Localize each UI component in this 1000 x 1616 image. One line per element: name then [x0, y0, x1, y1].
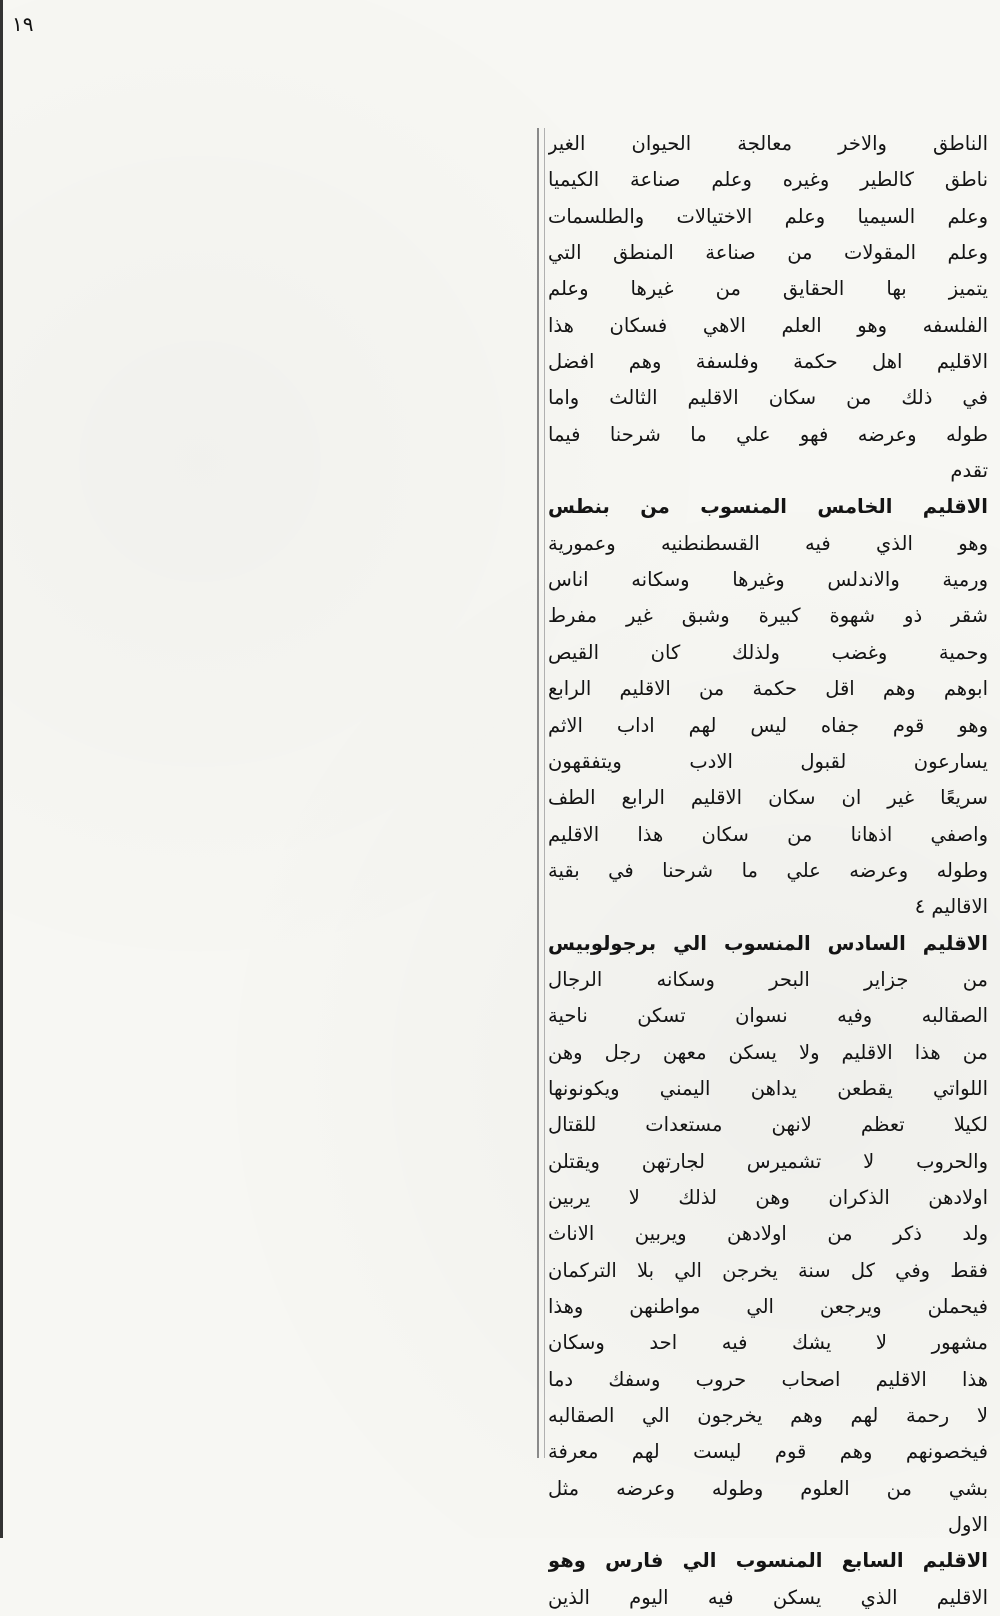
text-line: وعلم المقولات من صناعة المنطق التي: [548, 241, 988, 265]
text-line: سريعًا غير ان سكان الاقليم الرابع الطف: [548, 786, 988, 810]
text-line: مشهور لا يشك فيه احد وسكان: [548, 1331, 988, 1355]
margin-rule-inner: [544, 128, 545, 1458]
text-line: فقط وفي كل سنة يخرجن الي بلا التركمان: [548, 1258, 988, 1282]
text-line: الاقليم اهل حكمة وفلسفة وهم افضل: [548, 350, 988, 374]
manuscript-text-column: [548, 126, 988, 1616]
text-line: لكيلا تعظم لانهن مستعدات للقتال: [548, 1113, 988, 1137]
page-number: ١٩: [12, 12, 34, 36]
text-line: يسارعون لقبول الادب ويتفقهون: [548, 749, 988, 773]
text-line: تقدم: [950, 459, 988, 483]
text-line: فيحملن ويرجعن الي مواطنهن وهذا: [548, 1295, 988, 1318]
text-line: والحروب لا تشميرس لجارتهن ويقتلن: [548, 1149, 988, 1173]
text-line: الصقالبه وفيه نسوان تسكن ناحية: [548, 1004, 988, 1028]
section-heading-line: الاقليم السادس المنسوب الي برجولوبيس: [548, 931, 988, 955]
text-line: فيخصونهم وهم قوم ليست لهم معرفة: [548, 1440, 988, 1464]
section-heading-line: الاقليم السابع المنسوب الي فارس وهو: [548, 1549, 988, 1573]
text-line: الناطق والاخر معالجة الحيوان الغير: [548, 132, 988, 155]
text-line: اللواتي يقطعن يداهن اليمني ويكونونها: [548, 1076, 988, 1100]
page-edge: [0, 0, 3, 1538]
text-line: من هذا الاقليم ولا يسكن معهن رجل وهن: [548, 1040, 988, 1064]
margin-rule: [537, 128, 539, 1458]
text-line: ناطق كالطير وغيره وعلم صناعة الكيميا: [548, 168, 988, 192]
section-heading-line: الاقليم الخامس المنسوب من بنطس: [548, 495, 988, 519]
text-line: لا رحمة لهم وهم يخرجون الي الصقالبه: [548, 1404, 988, 1428]
text-line: يتميز بها الحقايق من غيرها وعلم: [548, 277, 988, 301]
text-line: ورمية والاندلس وغيرها وسكانه اناس: [548, 568, 988, 592]
text-line: الاقاليم ٤: [914, 895, 988, 919]
text-line: من جزاير البحر وسكانه الرجال: [548, 967, 988, 991]
text-line: وطوله وعرضه علي ما شرحنا في بقية: [548, 858, 988, 882]
text-line: الفلسفه وهو العلم الاهي فسكان هذا: [548, 313, 988, 337]
text-line: وعلم السيميا وعلم الاختيالات والطلسمات: [548, 204, 988, 228]
text-line: طوله وعرضه فهو علي ما شرحنا فيما: [548, 422, 988, 446]
text-line: الاقليم الذي يسكن فيه اليوم الذين: [548, 1585, 988, 1609]
text-line: الاول: [947, 1513, 988, 1537]
text-line: اولادهن الذكران وهن لذلك لا يربين: [548, 1185, 988, 1209]
text-line: بشي من العلوم وطوله وعرضه مثل: [548, 1476, 988, 1500]
text-line: في ذلك من سكان الاقليم الثالث واما: [548, 386, 988, 410]
text-line: ولد ذكر من اولادهن ويربين الاناث: [548, 1222, 988, 1246]
text-line: وهو الذي فيه القسطنطنيه وعمورية: [548, 531, 988, 555]
text-line: وهو قوم جفاه ليس لهم اداب الاثم: [548, 713, 988, 737]
text-line: ابوهم وهم اقل حكمة من الاقليم الرابع: [548, 677, 988, 701]
text-line: واصفي اذهانا من سكان هذا الاقليم: [548, 822, 988, 846]
text-line: شقر ذو شهوة كبيرة وشبق غير مفرط: [548, 604, 988, 628]
text-line: وحمية وغضب ولذلك كان القيص: [548, 640, 988, 664]
text-line: هذا الاقليم اصحاب حروب وسفك دما: [548, 1367, 988, 1391]
